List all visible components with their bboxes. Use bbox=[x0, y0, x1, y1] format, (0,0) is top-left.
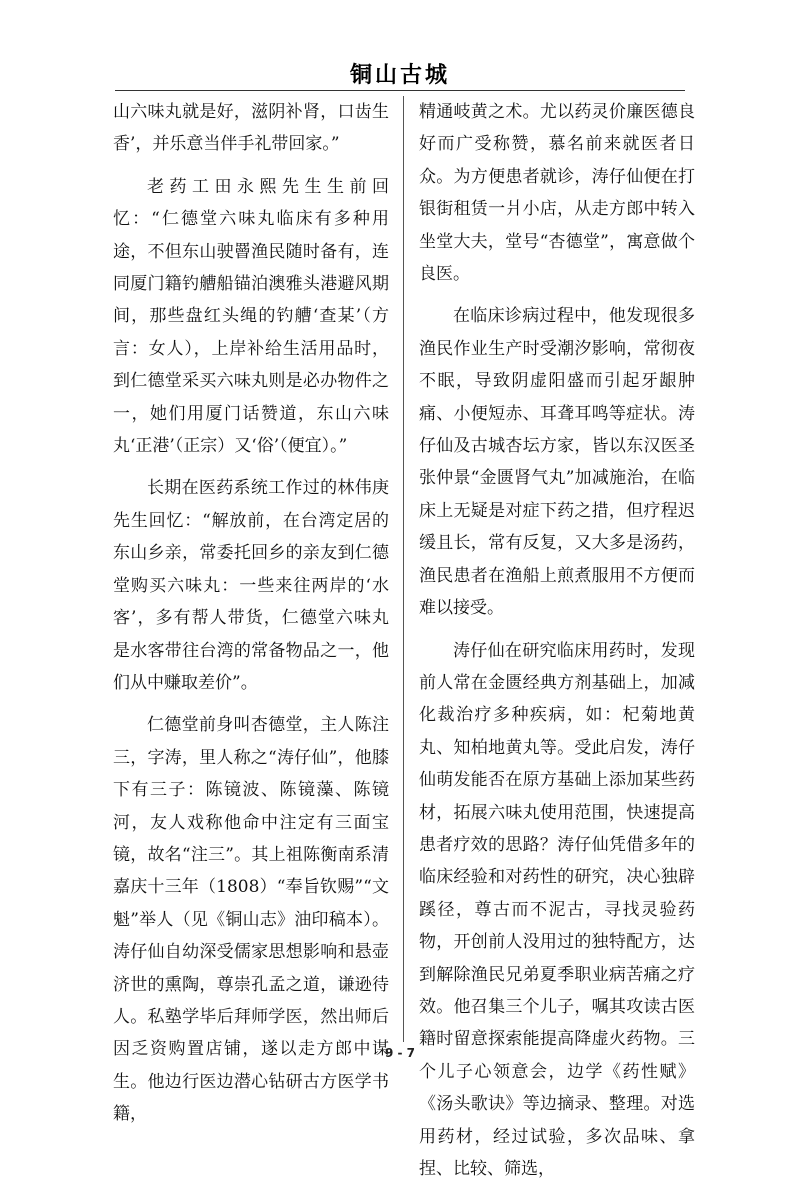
page-number: 9 - 7 bbox=[0, 1046, 800, 1060]
left-paragraph-4: 仁德堂前身叫杏德堂，主人陈注三，字涛，里人称之“涛仔仙”，他膝下有三子：陈镜波、陈镜藻、陈镜河，友人戏称他命中注定有三面宝镜，故名“注三”。其上祖陈衡南系清嘉庆十三年（1808）“奉旨钦赐”“文魁”举人（见《铜山志》油印稿本）。涛仔仙自幼深受儒家思想影响和悬壶济世的熏陶，尊崇孔孟之道，谦逊待人。私塾学毕后拜师学医，然出师后因乏资购置店铺，遂以走方郎中谋生。他边行医边潜心钻研古方医学书籍， bbox=[113, 709, 389, 1130]
right-paragraph-1: 精通岐黄之术。尤以药灵价廉医德良好而广受称赞，慕名前来就医者日众。为方便患者就诊，涛仔仙便在打银街租赁一爿小店，从走方郎中转入坐堂大夫，堂号“杏德堂”，寓意做个良医。 bbox=[419, 96, 695, 290]
column-divider bbox=[403, 96, 404, 1042]
right-column bbox=[419, 96, 695, 1056]
right-paragraph-2: 在临床诊病过程中，他发现很多渔民作业生产时受潮汐影响，常彻夜不眠，导致阴虚阳盛而引起牙龈肿痛、小便短赤、耳聋耳鸣等症状。涛仔仙及古城杏坛方家，皆以东汉医圣张仲景“金匮肾气丸”加减施治，在临床上无疑是对症下药之措，但疗程迟缓且长，常有反复，又大多是汤药，渔民患者在渔船上煎煮服用不方便而难以接受。 bbox=[419, 300, 695, 624]
left-column bbox=[113, 96, 389, 1056]
header-rule bbox=[115, 90, 685, 91]
page-header bbox=[0, 0, 800, 96]
header-title: 铜山古城 bbox=[350, 58, 450, 89]
left-paragraph-1: 山六味丸就是好，滋阴补肾，口齿生香’，并乐意当伴手礼带回家。” bbox=[113, 96, 389, 161]
left-paragraph-2: 老药工田永熙先生生前回忆：“仁德堂六味丸临床有多种用途，不但东山驶罾渔民随时备有，连同厦门籍钓艚船锚泊澳雅头港避风期间，那些盘红头绳的钓艚‘查某’（方言：女人），上岸补给生活用品时，到仁德堂采买六味丸则是必办物件之一，她们用厦门话赞道，东山六味丸‘正港’（正宗）又‘俗’（便宜）。” bbox=[113, 171, 389, 463]
right-paragraph-3: 涛仔仙在研究临床用药时，发现前人常在金匮经典方剂基础上，加减化裁治疗多种疾病，如：杞菊地黄丸、知柏地黄丸等。受此启发，涛仔仙萌发能否在原方基础上添加某些药材，拓展六味丸使用范围，快速提高患者疗效的思路？涛仔仙凭借多年的临床经验和对药性的研究，决心独辟蹊径，尊古而不泥古，寻找灵验药物，开创前人没用过的独特配方，达到解除渔民兄弟夏季职业病苦痛之疗效。他召集三个儿子，嘱其攻读古医籍时留意探索能提高降虚火药物。三个儿子心领意会，边学《药性赋》《汤头歌诀》等边摘录、整理。对选用药材，经过试验，多次品味、拿捏、比较、筛选， bbox=[419, 635, 695, 1185]
left-paragraph-3: 长期在医药系统工作过的林伟庚先生回忆：“解放前，在台湾定居的东山乡亲，常委托回乡的亲友到仁德堂购买六味丸：一些来往两岸的‘水客’，多有帮人带货，仁德堂六味丸是水客带往台湾的常备物品之一，他们从中赚取差价”。 bbox=[113, 472, 389, 699]
